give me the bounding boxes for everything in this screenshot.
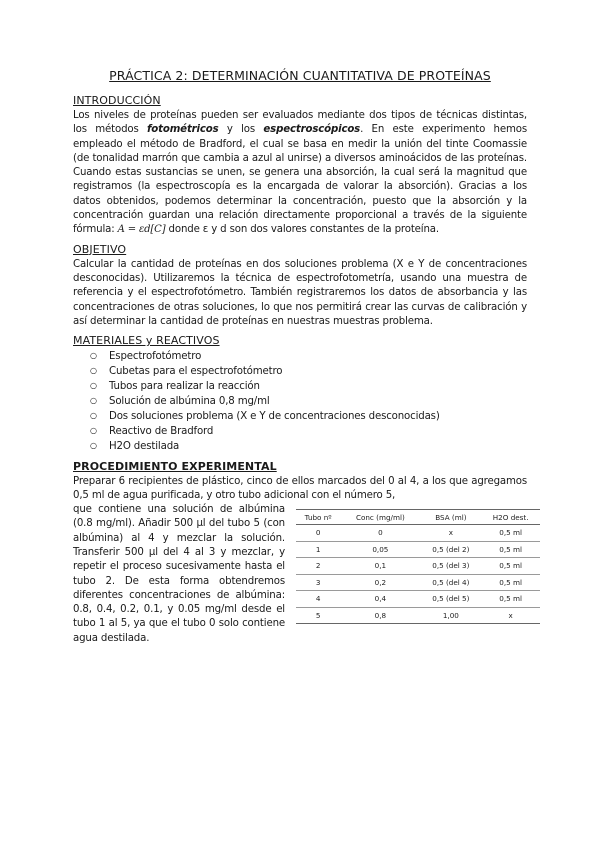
bullet-icon: ○ xyxy=(90,425,97,435)
bullet-icon: ○ xyxy=(90,395,97,405)
table-cell: 3 xyxy=(296,574,340,591)
intro-section xyxy=(73,94,527,238)
table-cell: 0,5 ml xyxy=(481,525,540,542)
dilution-table xyxy=(296,509,540,624)
table-cell: 0,5 (del 5) xyxy=(420,591,481,608)
title-underlined: PRÁCTICA 2 xyxy=(109,68,184,83)
objetivo-heading: OBJETIVO xyxy=(73,242,127,256)
title-rest: : DETERMINACIÓN CUANTITATIVA DE PROTEÍNAS xyxy=(183,68,491,83)
list-item: ○ H2O destilada xyxy=(90,440,180,452)
table-cell: 4 xyxy=(296,591,340,608)
table-cell: 0 xyxy=(296,525,340,542)
bullet-icon: ○ xyxy=(90,351,97,361)
table-row xyxy=(296,607,540,624)
procedimiento-heading: PROCEDIMIENTO EXPERIMENTAL xyxy=(73,459,277,473)
bullet-icon: ○ xyxy=(90,380,97,390)
procedimiento-column-text: que contiene una solución de albúmina (0.8 mg/ml). Añadir 500 µl del tubo 5 (con albúmina) al 4 y mezclar la solución. Transferir 500 µl del 4 al 3 y mezclar, y repetir el proceso sucesivamente hasta el tubo 2. De esta forma obtendremos diferentes concentraciones de albúmina: 0.8, 0.4, 0.2, 0.1, y 0.05 mg/ml desde el tubo 1 al 5, ya que el tubo 0 solo contiene agua destilada. xyxy=(73,504,285,644)
intro-text-4: donde ε y d son dos valores constantes de la proteína. xyxy=(165,224,439,236)
list-item: ○ Solución de albúmina 0,8 mg/ml xyxy=(90,395,270,407)
document-page xyxy=(73,68,527,646)
intro-emphasis-1: fotométricos xyxy=(147,124,219,136)
materiales-section xyxy=(73,334,527,453)
procedimiento-intro-text: Preparar 6 recipientes de plástico, cinco de ellos marcados del 0 al 4, a los que agregamos 0,5 ml de agua purificada, y otro tubo adicional con el número 5, xyxy=(73,475,527,501)
table-row xyxy=(296,591,540,608)
bullet-icon: ○ xyxy=(90,366,97,376)
procedimiento-section xyxy=(73,460,527,647)
objetivo-section xyxy=(73,243,527,329)
table-cell: 2 xyxy=(296,558,340,575)
table-cell: 5 xyxy=(296,607,340,624)
table-cell: 0,5 ml xyxy=(481,591,540,608)
table-header-cell: Tubo nº xyxy=(296,510,340,525)
bullet-icon: ○ xyxy=(90,440,97,450)
intro-formula: A = εd[C] xyxy=(117,224,166,236)
intro-emphasis-2: espectroscópicos xyxy=(263,124,361,136)
procedimiento-body xyxy=(73,503,527,646)
table-cell: 0,5 (del 3) xyxy=(420,558,481,575)
materiales-heading: MATERIALES y REACTIVOS xyxy=(73,334,220,348)
table-cell: x xyxy=(420,525,481,542)
table-row xyxy=(296,558,540,575)
table-row xyxy=(296,574,540,591)
list-item: ○ Cubetas para el espectrofotómetro xyxy=(90,366,283,378)
table-cell: 0,5 (del 2) xyxy=(420,541,481,558)
table-cell: 0,5 ml xyxy=(481,558,540,575)
table-cell: 0,05 xyxy=(340,541,420,558)
objetivo-paragraph: Calcular la cantidad de proteínas en dos soluciones problema (X e Y de concentraciones desconocidas). Utilizaremos la técnica de espectrofotometría, usando una muestra de referencia y el espectrofotómetro. También registraremos los datos de absorbancia y las concentraciones de otras soluciones, lo que nos permitirá crear las curvas de calibración y así determinar la cantidad de proteínas en nuestras muestras problema. xyxy=(73,258,527,327)
intro-text-1: Los niveles de proteínas pueden ser evaluados mediante dos tipos de técnicas distintas, los métodos xyxy=(73,110,527,136)
page-title xyxy=(73,68,527,83)
table-header-cell: BSA (ml) xyxy=(420,510,481,525)
table-row xyxy=(296,541,540,558)
table-cell: x xyxy=(481,607,540,624)
intro-paragraph xyxy=(73,109,527,238)
table-cell: 0 xyxy=(340,525,420,542)
table-cell: 0,4 xyxy=(340,591,420,608)
table-row xyxy=(296,525,540,542)
table-cell: 0,2 xyxy=(340,574,420,591)
bullet-icon: ○ xyxy=(90,410,97,420)
table-header-row xyxy=(296,510,540,525)
table-cell: 0,1 xyxy=(340,558,420,575)
table-cell: 0,5 (del 4) xyxy=(420,574,481,591)
list-item: ○ Reactivo de Bradford xyxy=(90,425,214,437)
procedimiento-column xyxy=(73,503,285,646)
materiales-list xyxy=(73,349,527,453)
intro-heading: INTRODUCCIÓN xyxy=(73,94,161,107)
table-header-cell: H2O dest. xyxy=(481,510,540,525)
table-cell: 1 xyxy=(296,541,340,558)
list-item: ○ Dos soluciones problema (X e Y de concentraciones desconocidas) xyxy=(90,410,440,422)
table-cell: 1,00 xyxy=(420,607,481,624)
intro-text-3: . En este experimento hemos empleado el método de Bradford, el cual se basa en medir la unión del tinte Coomassie (de tonalidad marrón que cambia a azul al unirse) a diversos aminoácidos de las proteínas. Cuando estas sustancias se unen, se genera una absorción, la cual será la magnitud que registramos (la espectroscopía es la encargada de valorar la absorción). Gracias a los datos obtenidos, podemos determinar la concentración, puesto que la absorción y la concentración guardan una relación directamente proporcional a través de la siguiente fórmula: xyxy=(73,124,527,236)
table-cell: 0,8 xyxy=(340,607,420,624)
table-cell: 0,5 ml xyxy=(481,541,540,558)
list-item: ○ Tubos para realizar la reacción xyxy=(90,380,260,392)
intro-text-2: y los xyxy=(218,124,264,136)
list-item: ○ Espectrofotómetro xyxy=(90,351,202,363)
table-cell: 0,5 ml xyxy=(481,574,540,591)
table-header-cell: Conc (mg/ml) xyxy=(340,510,420,525)
